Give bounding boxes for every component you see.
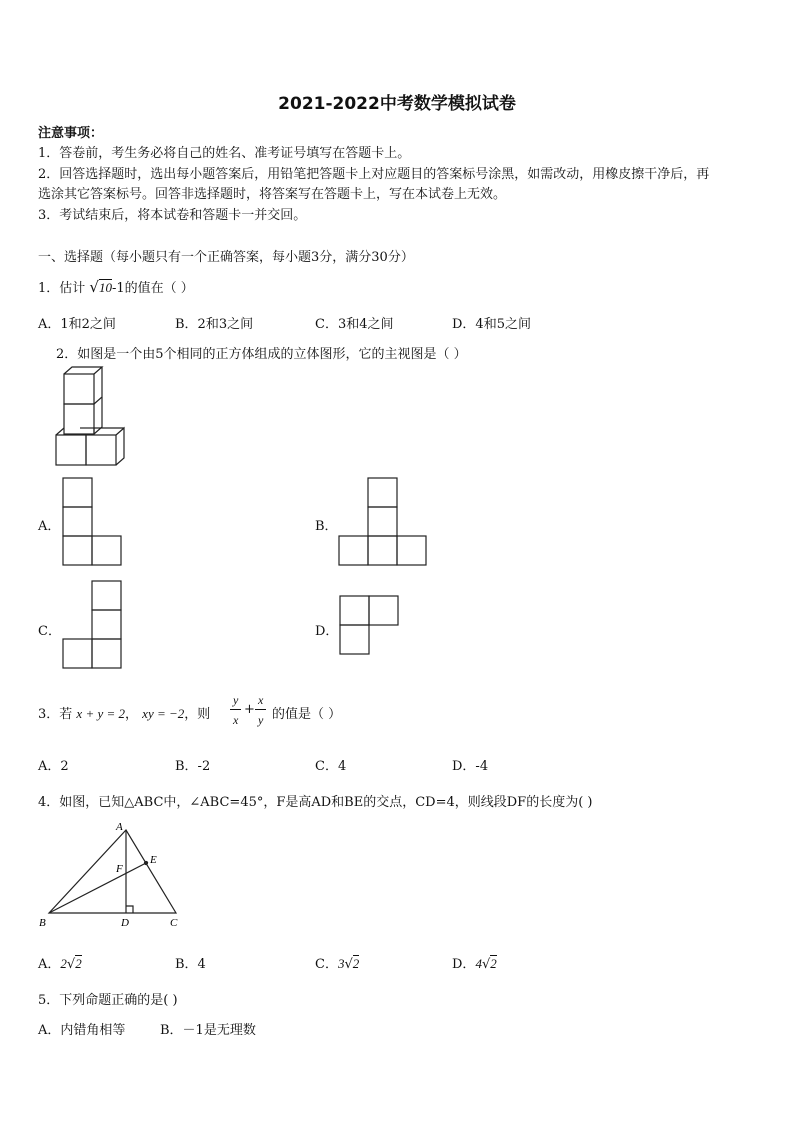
question-3	[38, 703, 210, 722]
sqrt-symbol: √	[89, 278, 99, 296]
point-label-e: E	[150, 854, 157, 866]
q1-option-a[interactable]: A．1和2之间	[38, 317, 116, 332]
q3-suffix: 的值是（ ）	[272, 707, 342, 722]
point-label-c: C	[170, 917, 178, 929]
question-4: 4．如图，已知△ABC中，∠ABC=45°，F是高AD和BE的交点，CD=4，则线段DF的长度为( )	[38, 795, 593, 810]
q1-prefix: 1．估计	[38, 281, 86, 296]
q3-frac2-den: y	[258, 713, 264, 727]
section-heading: 一、选择题（每小题只有一个正确答案，每小题3分，满分30分）	[38, 250, 414, 265]
q3-prefix: 3．若	[38, 707, 73, 722]
q3-option-a[interactable]: A．2	[38, 759, 69, 774]
fraction-bar	[230, 709, 241, 710]
fraction-bar	[255, 709, 266, 710]
option-label: A．	[38, 957, 61, 972]
q4-option-d[interactable]	[452, 953, 497, 972]
q4-option-b[interactable]: B．4	[175, 957, 206, 972]
q3-option-b[interactable]: B．-2	[175, 759, 211, 774]
q3-mid: ，则	[184, 707, 211, 722]
q2-option-a[interactable]: A．	[38, 519, 61, 534]
notice-item: 1．答卷前，考生务必将自己的姓名、准考证号填写在答题卡上。	[38, 146, 411, 161]
point-label-a: A	[116, 821, 123, 833]
q4-option-a[interactable]	[38, 953, 82, 972]
sqrt-symbol: √	[481, 957, 491, 972]
notice-item: 2．回答选择题时，选出每小题答案后，用铅笔把答题卡上对应题目的答案标号涂黑，如需改动，用橡皮擦干净后，再	[38, 167, 710, 182]
q3-plus: +	[244, 702, 255, 717]
page-title: 2021-2022中考数学模拟试卷	[278, 94, 516, 114]
sqrt-symbol: √	[66, 957, 76, 972]
sqrt-symbol: √	[344, 957, 353, 972]
notice-item: 3．考试结束后，将本试卷和答题卡一并交回。	[38, 208, 307, 223]
q2-option-c[interactable]: C．	[38, 624, 61, 639]
q3-frac1-num: y	[233, 693, 239, 707]
q3-cond2: xy = −2	[142, 706, 185, 721]
notice-item: 选涂其它答案标号。回答非选择题时，将答案写在答题卡上，写在本试卷上无效。	[38, 187, 507, 202]
view-option-d[interactable]	[339, 595, 401, 657]
q1-radicand: 10	[98, 280, 112, 295]
point-label-d: D	[121, 917, 129, 929]
view-option-b[interactable]	[338, 477, 430, 567]
q5-option-b[interactable]: B．－1是无理数	[160, 1023, 256, 1038]
q2-option-d[interactable]: D．	[315, 624, 339, 639]
radicand: 2	[75, 956, 82, 971]
q3-option-c[interactable]: C．4	[315, 759, 347, 774]
q1-suffix: -1的值在（ ）	[111, 281, 194, 296]
q3-cond1: x + y = 2	[76, 706, 126, 721]
q3-option-d[interactable]: D．-4	[452, 759, 489, 774]
view-option-a[interactable]	[62, 477, 124, 567]
notice-heading: 注意事项：	[38, 126, 104, 141]
q1-option-c[interactable]: C．3和4之间	[315, 317, 394, 332]
radicand: 2	[490, 956, 497, 971]
coefficient: 3	[337, 956, 345, 971]
option-label: C．	[315, 957, 338, 972]
q1-option-b[interactable]: B．2和3之间	[175, 317, 254, 332]
coefficient: 4	[475, 956, 482, 971]
triangle-figure	[36, 820, 186, 932]
view-option-c[interactable]	[62, 580, 124, 670]
radicand: 2	[352, 956, 360, 971]
q3-frac1-den: x	[233, 713, 239, 727]
q1-option-d[interactable]: D．4和5之间	[452, 317, 531, 332]
q5-option-a[interactable]: A．内错角相等	[38, 1023, 126, 1038]
q2-option-b[interactable]: B．	[315, 519, 338, 534]
question-2: 2．如图是一个由5个相同的正方体组成的立体图形，它的主视图是（ ）	[56, 347, 467, 362]
question-1	[38, 277, 194, 296]
point-label-f: F	[116, 863, 123, 875]
q3-sep: ，	[125, 707, 139, 722]
point-label-b: B	[39, 917, 46, 929]
q4-option-c[interactable]	[315, 953, 359, 972]
coefficient: 2	[60, 956, 67, 971]
question-5: 5．下列命题正确的是( )	[38, 993, 178, 1008]
option-label: D．	[452, 957, 476, 972]
q3-frac2-num: x	[258, 693, 264, 707]
cube-figure	[50, 362, 135, 472]
